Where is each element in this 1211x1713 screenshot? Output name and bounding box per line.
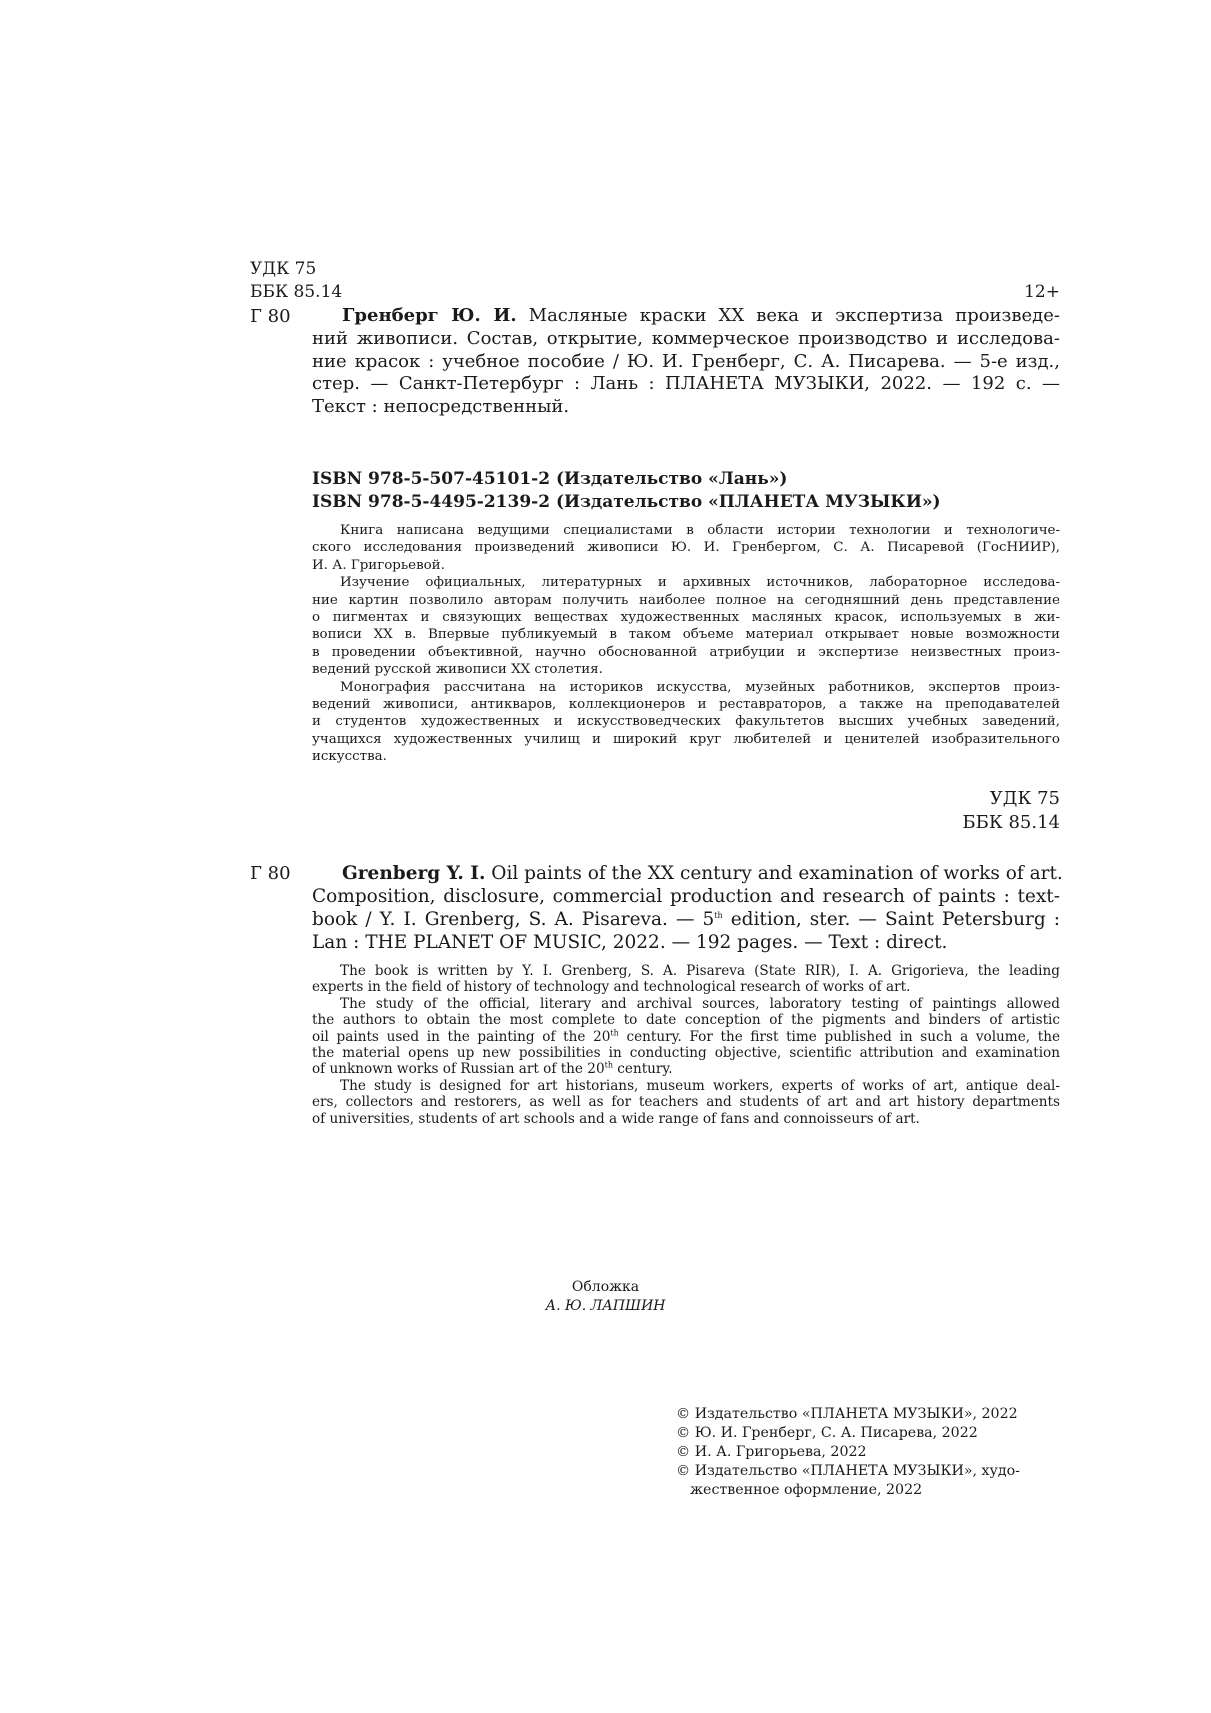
copyright-line: © Издательство «ПЛАНЕТА МУЗЫКИ», худо- <box>676 1463 1020 1479</box>
copyright-block <box>676 1405 1060 1500</box>
bib-line: стер. — Санкт-Петербург : Лань : ПЛАНЕТА МУЗЫКИ, 2022. — 192 с. — <box>312 373 1060 394</box>
bbk-code: ББК 85.14 <box>250 282 343 302</box>
isbn-block <box>312 468 941 514</box>
isbn-planet: ISBN 978-5-4495-2139-2 (Издательство «ПЛАНЕТА МУЗЫКИ») <box>312 492 941 512</box>
bib-line: Гренберг Ю. И. Масляные краски XX века и экспертиза произведе- <box>342 305 1060 326</box>
author-en: Grenberg Y. I. <box>342 863 486 884</box>
bib-line: ние красок : учебное пособие / Ю. И. Гренберг, С. А. Писарева. — 5-е изд., <box>312 350 1060 372</box>
bib-line: Lan : THE PLANET OF MUSIC, 2022. — 192 pages. — Text : direct. <box>312 932 948 953</box>
udk-code: УДК 75 <box>250 259 317 279</box>
author-mark-en: Г 80 <box>250 863 291 884</box>
age-rating: 12+ <box>1024 282 1060 302</box>
copyright-line: жественное оформление, 2022 <box>690 1482 923 1498</box>
classification-right <box>962 787 1060 835</box>
bib-record-ru <box>342 305 1060 328</box>
bib-record-en <box>312 862 1063 954</box>
bib-record-ru-cont <box>312 328 1060 418</box>
cover-label: Обложка <box>571 1279 640 1295</box>
abstract-en: The book is written by Y. I. Grenberg, S. A. Pisareva (State RIR), I. A. Grigorieva, the leading experts in the field of history of technology and technological research of works of art. The study of the official, literary and archival sources, laboratory testing of paintings allowed the authors to obtain the most complete to date conception of the pigments and binders of artistic oil paints used in the painting of the 20th century. For the first time published in such a volume, the the material opens up new possibilities in conducting objective, scientific attribution and examination of unknown works of Russian art of the 20th century. The study is designed for art historians, museum workers, experts of works of art, antique deal- ers, collectors and restorers, as well as for teachers and students of art and art history departments of universities, students of art schools and a wide range of fans and connoisseurs of art. <box>312 963 1060 1127</box>
bib-line: Текст : непосредственный. <box>312 395 570 417</box>
top-classification <box>250 258 342 304</box>
author-ru: Гренберг Ю. И. <box>342 305 517 326</box>
page <box>250 0 1063 1713</box>
abstract-ru: Книга написана ведущими специалистами в области истории технологии и технологиче- ского исследования произведений живописи Ю. И. Гренбергом, С. А. Писаревой (ГосНИИР), И. А. Григорьевой. Изучение официальных, литературных и архивных источников, лабораторное исследова- ние картин позволило авторам получить наиболее полное на сегодняшний день представление о пигментах и связующих веществах художественных масляных красок, используемых в жи- вописи XX в. Впервые публикуемый в таком объеме материал открывает новые возможности в проведении объективной, научно обоснованной атрибуции и экспертизе неизвестных произ- ведений русской живописи XX столетия. Монография рассчитана на историков искусства, музейных работников, экспертов произ- ведений живописи, антикваров, коллекционеров и реставраторов, а также на преподавателей и студентов художественных и искусствоведческих факультетов высших учебных заведений, учащихся художественных училищ и широкий круг любителей и ценителей изобразительного искусства. <box>312 523 1060 765</box>
bib-line: Grenberg Y. I. Oil paints of the XX century and examination of works of art. <box>342 863 1063 884</box>
copyright-line: © Ю. И. Гренберг, С. А. Писарева, 2022 <box>676 1425 978 1441</box>
author-mark-ru: Г 80 <box>250 306 291 327</box>
bib-line: book / Y. I. Grenberg, S. A. Pisareva. — 5th edition, ster. — Saint Petersburg : <box>312 909 1060 930</box>
udk-code-right: УДК 75 <box>989 788 1060 809</box>
bib-line: ний живописи. Состав, открытие, коммерческое производство и исследова- <box>312 328 1060 349</box>
cover-designer: А. Ю. ЛАПШИН <box>545 1298 666 1314</box>
cover-credit <box>0 1278 1211 1316</box>
isbn-lan: ISBN 978-5-507-45101-2 (Издательство «Лань») <box>312 469 788 489</box>
copyright-line: © Издательство «ПЛАНЕТА МУЗЫКИ», 2022 <box>676 1406 1018 1422</box>
copyright-line: © И. А. Григорьева, 2022 <box>676 1444 867 1460</box>
bib-line: Composition, disclosure, commercial production and research of paints : text- <box>312 886 1060 907</box>
bbk-code-right: ББК 85.14 <box>962 812 1060 833</box>
